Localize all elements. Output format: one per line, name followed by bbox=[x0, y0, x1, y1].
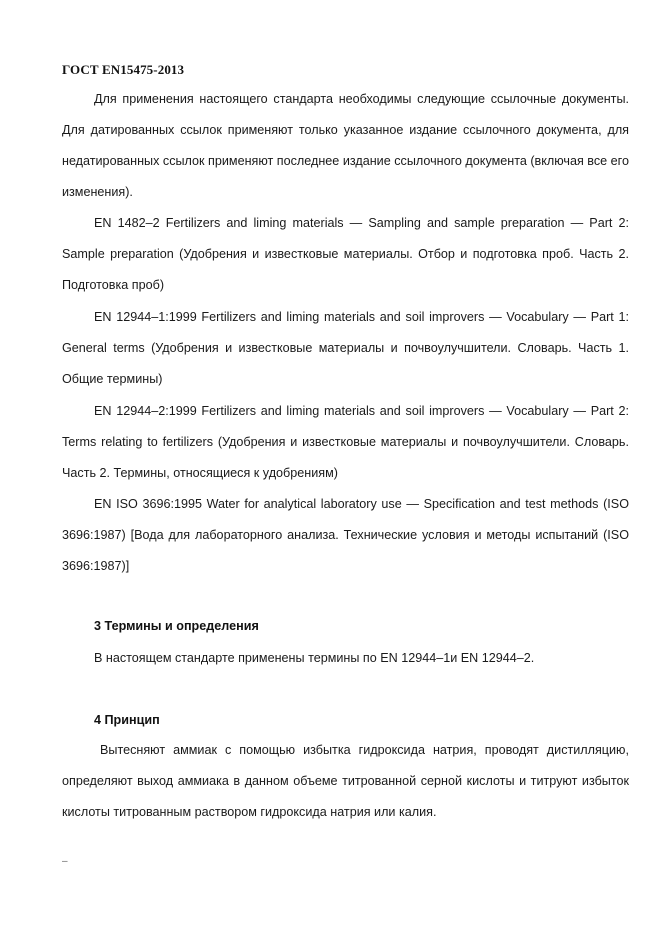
reference-en-12944-2: EN 12944–2:1999 Fertilizers and liming materials and soil improvers — Vocabulary — Part 2: Terms relating to fertilizers (Удобрения и известковые материалы и почвоулучшители. Словарь. Часть 2. Термины, относящиеся к удобрениям) bbox=[62, 404, 629, 480]
reference-en-12944-1: EN 12944–1:1999 Fertilizers and liming materials and soil improvers — Vocabulary — Part 1: General terms (Удобрения и известковые материалы и почвоулучшители. Словарь. Часть 1. Общие термины) bbox=[62, 310, 629, 386]
section-3-text: В настоящем стандарте применены термины по EN 12944–1и EN 12944–2. bbox=[94, 651, 535, 665]
section-4-text: Вытесняют аммиак с помощью избытка гидроксида натрия, проводят дистилляцию, определяют выход аммиака в данном объеме титрованной серной кислоты и титруют избыток кислоты титрованным раствором гидроксида натрия или калия. bbox=[62, 743, 629, 819]
reference-en-1482-2: EN 1482–2 Fertilizers and liming materials — Sampling and sample preparation — Part 2: Sample preparation (Удобрения и известковые материалы. Отбор и подготовка проб. Часть 2. Подготовка проб) bbox=[62, 216, 629, 292]
section-3-heading: 3 Термины и определения bbox=[94, 619, 259, 633]
page-footer-mark: – bbox=[62, 856, 68, 867]
reference-en-iso-3696: EN ISO 3696:1995 Water for analytical laboratory use — Specification and test methods (ISO 3696:1987) [Вода для лабораторного анализа. Технические условия и методы испытаний (ISO 3696:1987)] bbox=[62, 497, 629, 573]
section-4-heading: 4 Принцип bbox=[94, 713, 160, 727]
document-header: ГОСТ EN15475-2013 bbox=[62, 62, 185, 77]
intro-paragraph: Для применения настоящего стандарта необходимы следующие ссылочные документы. Для датированных ссылок применяют только указанное издание ссылочного документа, для недатированных ссылок применяют последнее издание ссылочного документа (включая все его изменения). bbox=[62, 92, 629, 199]
